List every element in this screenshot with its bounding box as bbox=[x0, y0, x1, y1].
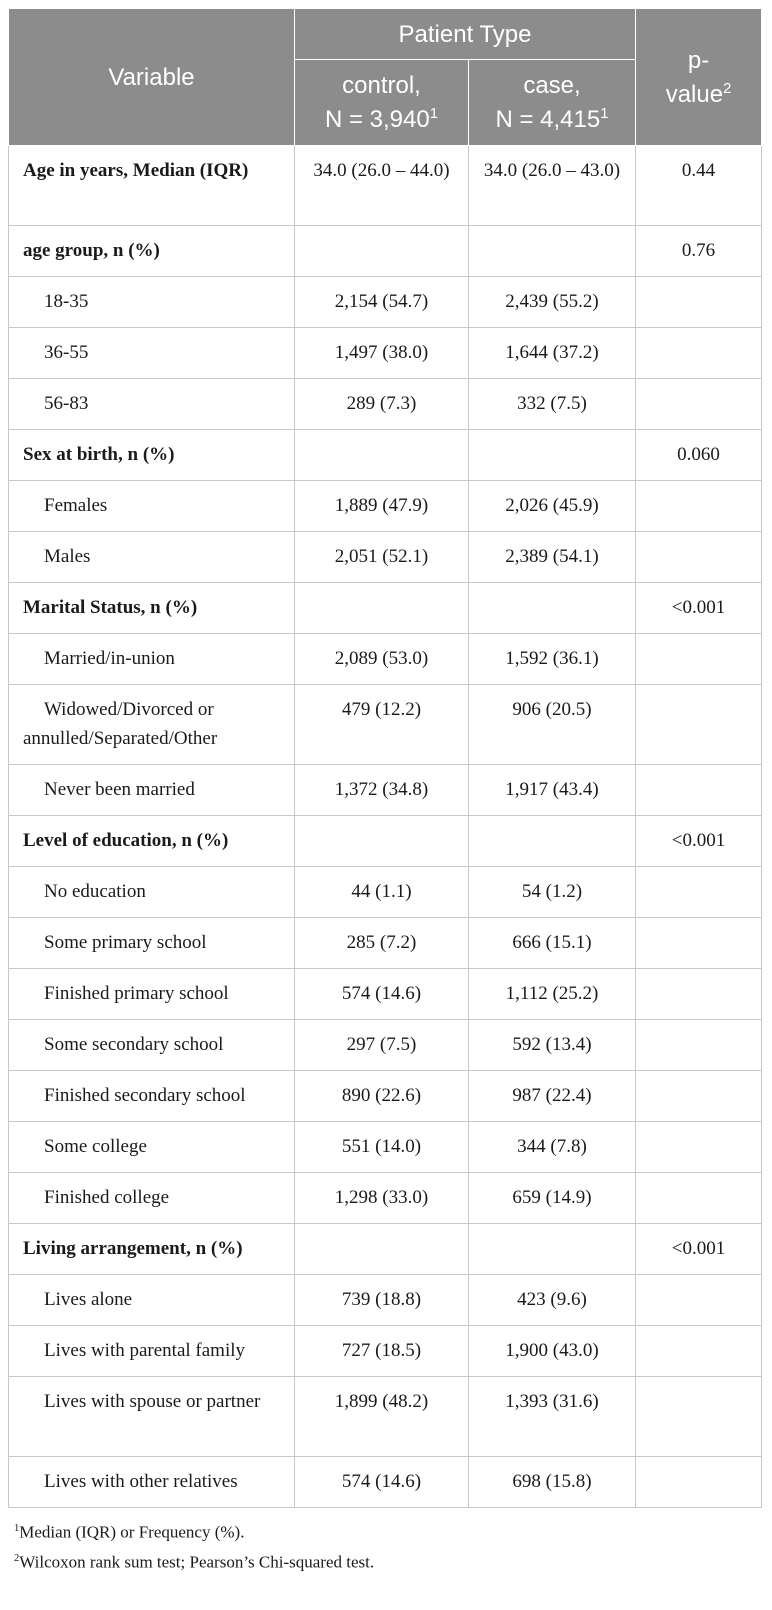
control-cell bbox=[295, 226, 469, 277]
control-line2: N = 3,940 bbox=[324, 106, 430, 134]
p-value-line1: p- bbox=[687, 46, 710, 74]
row-label: Marital Status, n (%) bbox=[9, 583, 295, 634]
case-cell: 1,393 (31.6) bbox=[469, 1377, 636, 1457]
case-cell: 1,112 (25.2) bbox=[469, 969, 636, 1020]
row-label: Living arrangement, n (%) bbox=[9, 1224, 295, 1275]
table-row bbox=[9, 634, 762, 685]
table-row bbox=[9, 685, 762, 765]
case-cell: 54 (1.2) bbox=[469, 867, 636, 918]
case-cell: 2,439 (55.2) bbox=[469, 277, 636, 328]
control-cell: 2,089 (53.0) bbox=[295, 634, 469, 685]
p-value-cell bbox=[636, 1173, 762, 1224]
case-cell bbox=[469, 1224, 636, 1275]
case-cell: 698 (15.8) bbox=[469, 1457, 636, 1508]
table-row bbox=[9, 379, 762, 430]
control-cell: 574 (14.6) bbox=[295, 969, 469, 1020]
row-label: Some college bbox=[9, 1122, 295, 1173]
p-value-cell bbox=[636, 634, 762, 685]
p-value-cell bbox=[636, 1122, 762, 1173]
case-line2: N = 4,415 bbox=[495, 106, 601, 134]
row-label: Females bbox=[9, 481, 295, 532]
control-cell bbox=[295, 816, 469, 867]
table-row bbox=[9, 146, 762, 226]
row-label: Males bbox=[9, 532, 295, 583]
case-cell: 1,644 (37.2) bbox=[469, 328, 636, 379]
p-value-cell bbox=[636, 1275, 762, 1326]
case-cell: 987 (22.4) bbox=[469, 1071, 636, 1122]
row-label: Finished college bbox=[9, 1173, 295, 1224]
table-row bbox=[9, 765, 762, 816]
control-cell: 1,298 (33.0) bbox=[295, 1173, 469, 1224]
table-row bbox=[9, 1173, 762, 1224]
control-cell: 739 (18.8) bbox=[295, 1275, 469, 1326]
table-row bbox=[9, 969, 762, 1020]
row-label: Level of education, n (%) bbox=[9, 816, 295, 867]
p-value-cell: <0.001 bbox=[636, 1224, 762, 1275]
control-cell: 551 (14.0) bbox=[295, 1122, 469, 1173]
p-value-cell bbox=[636, 379, 762, 430]
p-value-cell bbox=[636, 1457, 762, 1508]
footnote-2-marker: 2 bbox=[14, 1552, 20, 1564]
header-case bbox=[469, 60, 636, 146]
table-row bbox=[9, 481, 762, 532]
case-cell: 666 (15.1) bbox=[469, 918, 636, 969]
table-row bbox=[9, 1326, 762, 1377]
row-label: Some primary school bbox=[9, 918, 295, 969]
table-row bbox=[9, 1071, 762, 1122]
row-label: Lives with parental family bbox=[9, 1326, 295, 1377]
p-value-cell bbox=[636, 969, 762, 1020]
case-cell bbox=[469, 430, 636, 481]
row-label: Sex at birth, n (%) bbox=[9, 430, 295, 481]
control-footnote-marker: 1 bbox=[429, 106, 439, 123]
p-value-cell bbox=[636, 328, 762, 379]
row-label: Age in years, Median (IQR) bbox=[9, 146, 295, 226]
header-p-value bbox=[636, 9, 762, 146]
p-value-cell bbox=[636, 685, 762, 765]
control-cell: 2,051 (52.1) bbox=[295, 532, 469, 583]
footnote-2 bbox=[14, 1546, 761, 1576]
p-value-cell bbox=[636, 867, 762, 918]
control-line1: control, bbox=[342, 72, 421, 100]
row-label: No education bbox=[9, 867, 295, 918]
case-cell: 1,917 (43.4) bbox=[469, 765, 636, 816]
case-cell: 423 (9.6) bbox=[469, 1275, 636, 1326]
p-value-cell: <0.001 bbox=[636, 583, 762, 634]
table-row bbox=[9, 867, 762, 918]
footnote-1-marker: 1 bbox=[14, 1523, 20, 1534]
header-variable: Variable bbox=[9, 9, 295, 146]
case-cell: 592 (13.4) bbox=[469, 1020, 636, 1071]
table-row bbox=[9, 1224, 762, 1275]
control-cell: 2,154 (54.7) bbox=[295, 277, 469, 328]
row-label: Lives with spouse or partner bbox=[9, 1377, 295, 1457]
table-row bbox=[9, 328, 762, 379]
control-cell bbox=[295, 430, 469, 481]
control-cell: 1,899 (48.2) bbox=[295, 1377, 469, 1457]
row-label: 18-35 bbox=[9, 277, 295, 328]
p-value-cell bbox=[636, 532, 762, 583]
case-line1: case, bbox=[523, 72, 581, 100]
control-cell bbox=[295, 1224, 469, 1275]
p-value-cell: 0.76 bbox=[636, 226, 762, 277]
p-value-footnote-marker: 2 bbox=[723, 80, 732, 97]
case-footnote-marker: 1 bbox=[600, 106, 609, 123]
p-value-cell: 0.060 bbox=[636, 430, 762, 481]
row-label: Lives alone bbox=[9, 1275, 295, 1326]
header-patient-type: Patient Type bbox=[295, 9, 636, 60]
control-cell: 1,497 (38.0) bbox=[295, 328, 469, 379]
table-row bbox=[9, 1457, 762, 1508]
case-cell bbox=[469, 226, 636, 277]
case-cell bbox=[469, 816, 636, 867]
p-value-cell bbox=[636, 1326, 762, 1377]
row-label: Never been married bbox=[9, 765, 295, 816]
row-label: Married/in-union bbox=[9, 634, 295, 685]
footnote-2-text: Wilcoxon rank sum test; Pearson’s Chi-squared test. bbox=[19, 1552, 375, 1572]
control-cell: 289 (7.3) bbox=[295, 379, 469, 430]
table-row bbox=[9, 532, 762, 583]
p-value-cell: 0.44 bbox=[636, 146, 762, 226]
table-row bbox=[9, 1122, 762, 1173]
row-label: Widowed/Divorced or annulled/Separated/Other bbox=[9, 685, 295, 765]
control-cell: 890 (22.6) bbox=[295, 1071, 469, 1122]
table-row bbox=[9, 226, 762, 277]
control-cell: 44 (1.1) bbox=[295, 867, 469, 918]
footnotes bbox=[8, 1516, 761, 1575]
row-label: Finished primary school bbox=[9, 969, 295, 1020]
control-cell: 34.0 (26.0 – 44.0) bbox=[295, 146, 469, 226]
table-body bbox=[9, 146, 762, 1508]
footnote-1-text: Median (IQR) or Frequency (%). bbox=[19, 1522, 245, 1542]
table-row bbox=[9, 430, 762, 481]
row-label: Finished secondary school bbox=[9, 1071, 295, 1122]
case-cell: 2,389 (54.1) bbox=[469, 532, 636, 583]
case-cell: 2,026 (45.9) bbox=[469, 481, 636, 532]
table-row bbox=[9, 1275, 762, 1326]
table-row bbox=[9, 277, 762, 328]
case-cell: 332 (7.5) bbox=[469, 379, 636, 430]
control-cell: 1,889 (47.9) bbox=[295, 481, 469, 532]
table-row bbox=[9, 1020, 762, 1071]
control-cell: 574 (14.6) bbox=[295, 1457, 469, 1508]
p-value-cell bbox=[636, 1020, 762, 1071]
row-label: Some secondary school bbox=[9, 1020, 295, 1071]
table-container bbox=[8, 8, 761, 1575]
case-cell: 34.0 (26.0 – 43.0) bbox=[469, 146, 636, 226]
control-cell: 479 (12.2) bbox=[295, 685, 469, 765]
row-label: 56-83 bbox=[9, 379, 295, 430]
control-cell: 1,372 (34.8) bbox=[295, 765, 469, 816]
p-value-cell bbox=[636, 1377, 762, 1457]
p-value-cell bbox=[636, 918, 762, 969]
control-cell: 297 (7.5) bbox=[295, 1020, 469, 1071]
table-row bbox=[9, 583, 762, 634]
case-cell: 344 (7.8) bbox=[469, 1122, 636, 1173]
case-cell bbox=[469, 583, 636, 634]
row-label: Lives with other relatives bbox=[9, 1457, 295, 1508]
case-cell: 1,592 (36.1) bbox=[469, 634, 636, 685]
header-control bbox=[295, 60, 469, 146]
row-label: age group, n (%) bbox=[9, 226, 295, 277]
table-row bbox=[9, 1377, 762, 1457]
summary-table bbox=[8, 8, 762, 1508]
footnote-1 bbox=[14, 1516, 761, 1546]
p-value-cell bbox=[636, 1071, 762, 1122]
row-label: 36-55 bbox=[9, 328, 295, 379]
control-cell: 727 (18.5) bbox=[295, 1326, 469, 1377]
case-cell: 659 (14.9) bbox=[469, 1173, 636, 1224]
table-row bbox=[9, 816, 762, 867]
control-cell bbox=[295, 583, 469, 634]
case-cell: 1,900 (43.0) bbox=[469, 1326, 636, 1377]
control-cell: 285 (7.2) bbox=[295, 918, 469, 969]
p-value-line2: value bbox=[665, 80, 724, 108]
p-value-cell bbox=[636, 277, 762, 328]
p-value-cell bbox=[636, 481, 762, 532]
case-cell: 906 (20.5) bbox=[469, 685, 636, 765]
table-row bbox=[9, 918, 762, 969]
p-value-cell bbox=[636, 765, 762, 816]
p-value-cell: <0.001 bbox=[636, 816, 762, 867]
